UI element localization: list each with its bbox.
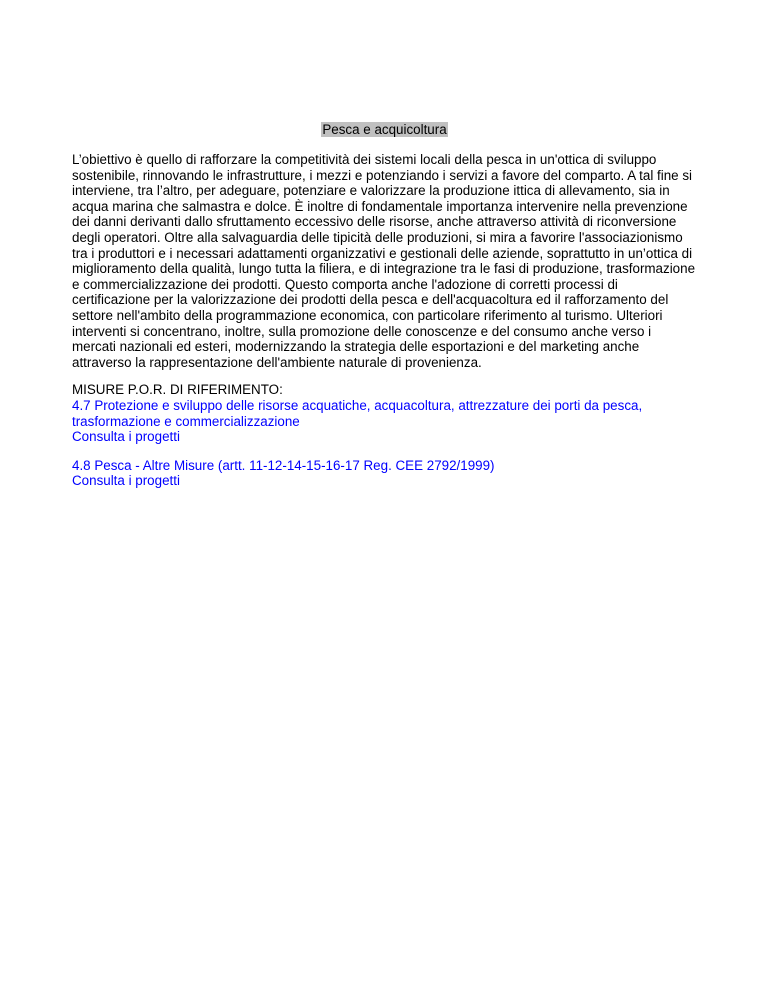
title-container: [72, 121, 697, 139]
intro-section: [72, 152, 697, 370]
measure-link-4-7[interactable]: 4.7 Protezione e sviluppo delle risorse acquatiche, acquacoltura, attrezzature dei porti da pesca, trasformazione e commercializzazione: [72, 397, 643, 429]
intro-paragraph: L’obiettivo è quello di rafforzare la competitività dei sistemi locali della pesca in un'ottica di sviluppo sostenibile, rinnovando le infrastrutture, i mezzi e potenziando i servizi a favore del comparto. A tal fine si interviene, tra l’altro, per adeguare, potenziare e valorizzare la produzione ittica di allevamento, sia in acqua marina che salmastra e dolce. È inoltre di fondamentale importanza intervenire nella prevenzione dei danni derivanti dallo sfruttamento eccessivo delle risorse, anche attraverso attività di riconversione degli operatori. Oltre alla salvaguardia delle tipicità delle produzioni, si mira a favorire l'associazionismo tra i produttori e i necessari adattamenti organizzativi e gestionali delle aziende, soprattutto in un’ottica di miglioramento della qualità, lungo tutta la filiera, e di integrazione tra le fasi di produzione, trasformazione e commercializzazione dei prodotti. Questo comporta anche l'adozione di corretti processi di certificazione per la valorizzazione dei prodotti della pesca e dell'acquacoltura ed il rafforzamento del settore nell'ambito della programmazione economica, con particolare riferimento al turismo. Ulteriori interventi si concentrano, inoltre, sulla promozione delle conoscenze e del consumo anche verso i mercati nazionali ed esteri, modernizzando la strategia delle esportazioni e del marketing anche attraverso la rappresentazione dell'ambiente naturale di provenienza.: [72, 152, 696, 370]
projects-link-4-7[interactable]: Consulta i progetti: [72, 429, 180, 445]
measures-section: [72, 382, 697, 489]
spacer: [72, 445, 697, 458]
measure-item-4-8: [72, 458, 697, 489]
page-title: Pesca e acquicoltura: [322, 122, 447, 137]
measure-item-4-7: [72, 398, 697, 445]
measures-heading: MISURE P.O.R. DI RIFERIMENTO:: [72, 382, 283, 398]
measure-link-4-8[interactable]: 4.8 Pesca - Altre Misure (artt. 11-12-14-15-16-17 Reg. CEE 2792/1999): [72, 457, 495, 473]
document-page: [72, 121, 697, 489]
projects-link-4-8[interactable]: Consulta i progetti: [72, 473, 180, 489]
